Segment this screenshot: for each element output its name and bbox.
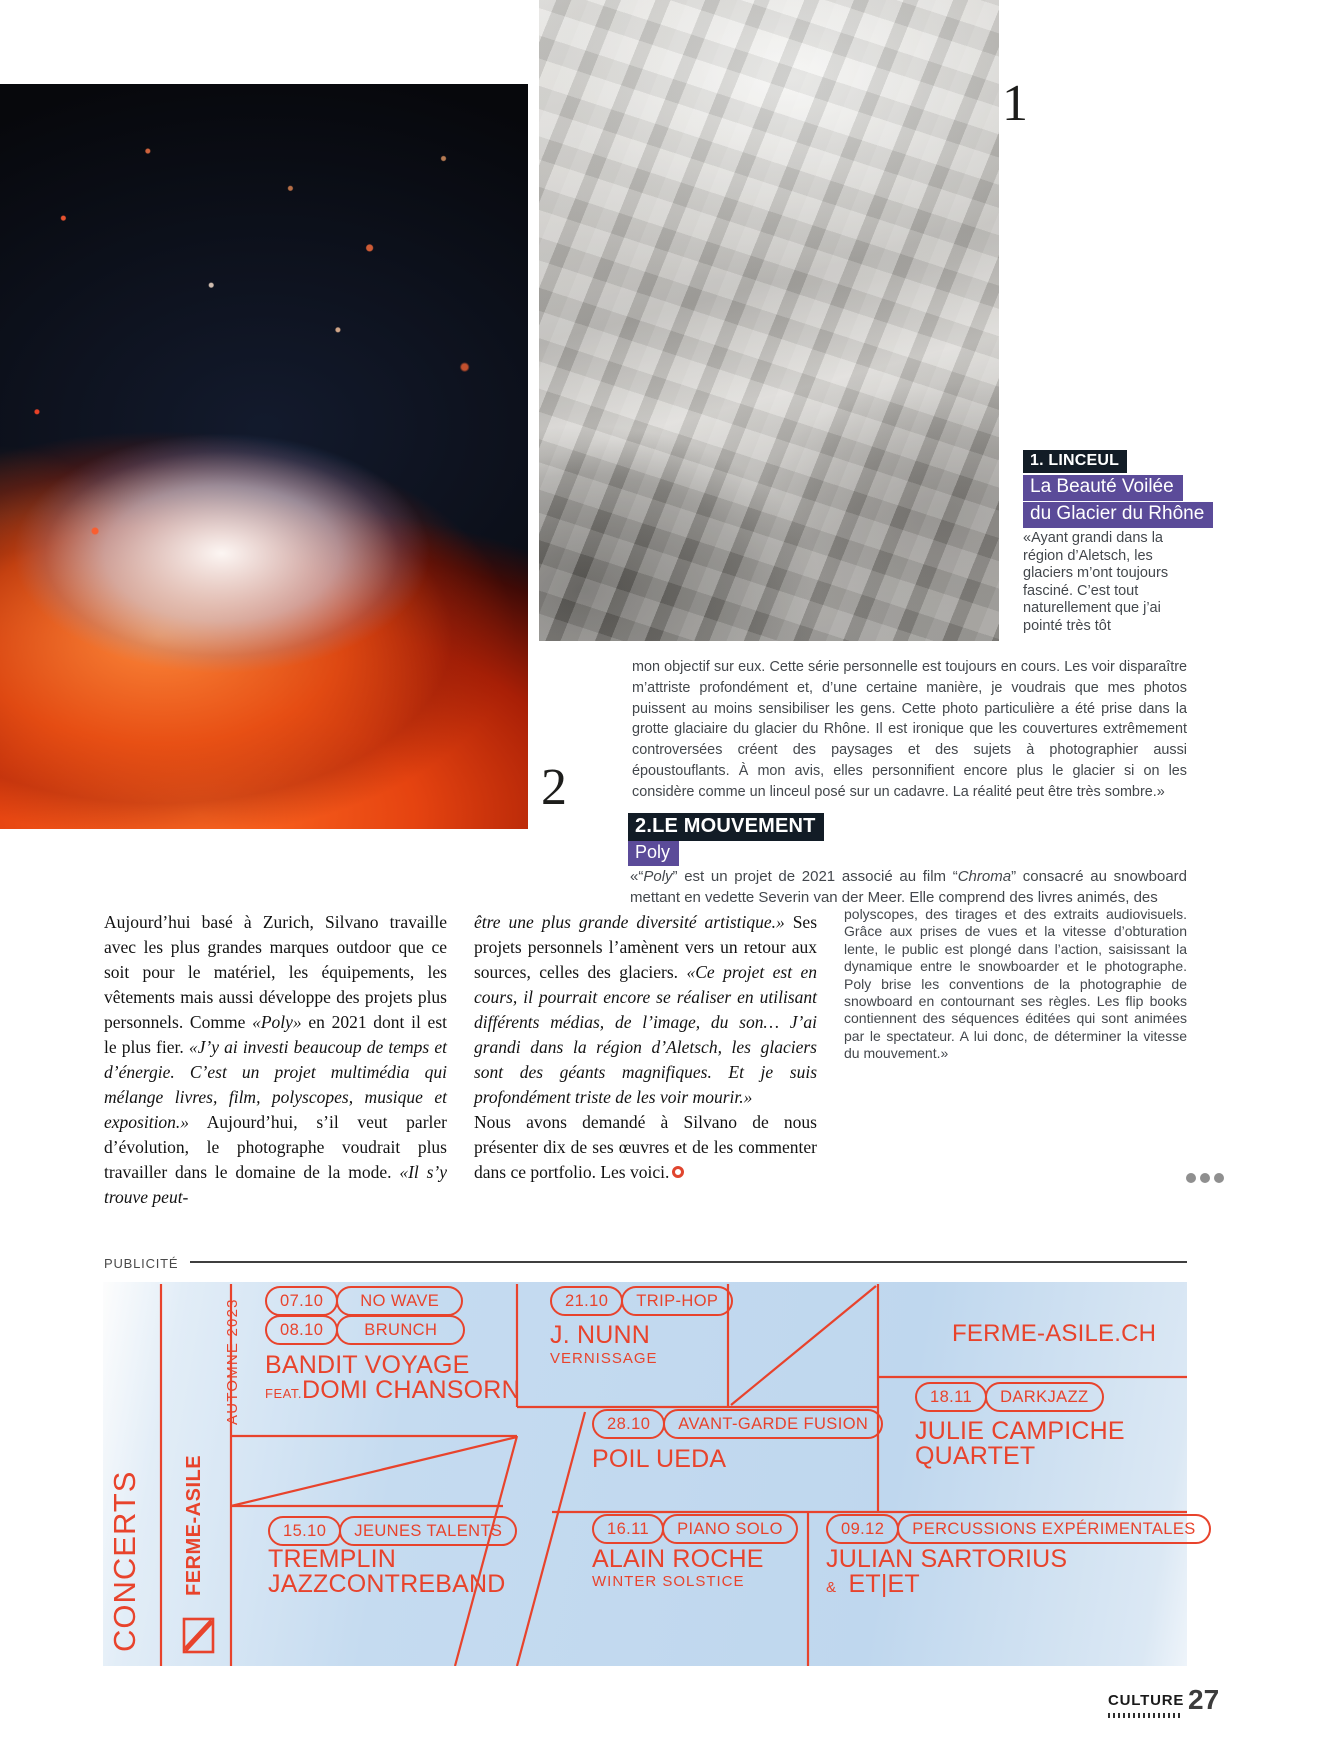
footer-page-number: 27	[1188, 1684, 1220, 1715]
body-text: Nous avons demandé à Silvano de nous présenter dix de ses œuvres et de les commenter dans ce portfolio. Les voici.	[474, 1112, 817, 1182]
body-text: Aujourd’hui basé à Zurich, Silvano travaille avec les plus grandes marques outdoor que ce soit pour le matériel, les équipements, les vêtements mais aussi développe des projets plus personnels. Comme	[104, 912, 447, 1032]
advert-rubric-vertical: CONCERTS	[107, 1470, 142, 1652]
event6-date-pill: 16.11	[592, 1514, 664, 1544]
caption2-kicker: 2.LE MOUVEMENT	[628, 813, 824, 841]
event6-tag-pill: PIANO SOLO	[662, 1514, 798, 1544]
body-paragraph-2	[474, 1110, 817, 1185]
body-text: en 2021 dont il est le plus fier.	[104, 1012, 447, 1057]
event1-featuring	[265, 1377, 520, 1403]
event7-ampersand: &	[826, 1579, 837, 1596]
event5-date-pill: 15.10	[268, 1516, 341, 1546]
event3-title: POIL UEDA	[592, 1445, 727, 1473]
body-text-italic: «Poly»	[252, 1012, 302, 1032]
event4-tag-pill: DARKJAZZ	[985, 1382, 1103, 1412]
event1-tag1-pill: NO WAVE	[336, 1286, 463, 1316]
event7-title-line2	[826, 1571, 920, 1597]
event3-date-pill: 28.10	[592, 1409, 665, 1439]
caption2-intro-seg: ” est un projet de 2021 associé au film “	[672, 868, 958, 885]
continuation-dots-icon	[1186, 1170, 1228, 1188]
footer-barcode-icon	[1108, 1713, 1182, 1718]
event2-tag-pill: TRIP-HOP	[621, 1286, 733, 1316]
caption1-title-line2: du Glacier du Rhône	[1023, 502, 1213, 528]
event1-feat-label: FEAT.	[265, 1386, 302, 1401]
event1-date-row-2	[265, 1315, 465, 1345]
event7-band: ET|ET	[848, 1570, 920, 1598]
body-text-italic: «Il s’y trouve peut-	[104, 1162, 447, 1207]
caption2-intro	[630, 867, 1187, 908]
caption2-column-text: polyscopes, des tirages et des extraits audiovisuels. Grâce aux prises de vues et la vitesse d’obturation lente, le public est plongé dans l’action, saisissant la dynamique entre le snowboarder et le photographe. Poly brise les conventions de la photographie de snowboard en contournant ses règles. Les flip books contiennent des séquences éditées qui sont animées par le spectateur. A lui donc, de déterminer la vitesse du mouvement.»	[844, 906, 1187, 1062]
covered-glacier-photo	[539, 0, 999, 641]
event1-date2-pill: 08.10	[265, 1315, 338, 1345]
event4-title-line2: QUARTET	[915, 1442, 1036, 1470]
caption1-kicker: 1. LINCEUL	[1023, 450, 1127, 473]
event6-subtitle: WINTER SOLSTICE	[592, 1573, 745, 1590]
advert-label: PUBLICITÉ	[104, 1256, 179, 1271]
event3-date-row	[592, 1409, 883, 1439]
event1-date-row-1	[265, 1286, 463, 1316]
abstract-eruption-photo	[0, 84, 528, 829]
body-column-2	[474, 910, 817, 1185]
caption1-block	[1023, 450, 1213, 528]
event4-date-pill: 18.11	[915, 1382, 987, 1412]
body-text: Ses projets personnels l’amènent vers un retour aux sources, celles des glaciers.	[474, 912, 818, 982]
event1-date1-pill: 07.10	[265, 1286, 338, 1316]
body-text-italic: «Ce projet est en cours, il pourrait encore se réaliser en utilisant différents médias, de l’image, du son… J’ai grandi dans la région d’Aletsch, les glaciers sont des géants magnifiques. Et je suis profondément triste de les voir mourir.»	[474, 962, 817, 1107]
body-text-italic: être une plus grande diversité artistique.»	[474, 912, 785, 932]
event5-tag-pill: JEUNES TALENTS	[339, 1516, 517, 1546]
advert-website: FERME-ASILE.CH	[952, 1320, 1157, 1347]
event1-tag2-pill: BRUNCH	[336, 1315, 465, 1345]
event7-date-row	[826, 1514, 1211, 1544]
figure-number-1: 1	[1002, 75, 1028, 132]
caption1-title-line1: La Beauté Voilée	[1023, 475, 1183, 501]
caption2-block	[628, 813, 824, 866]
event2-date-pill: 21.10	[550, 1286, 623, 1316]
body-column-1	[104, 910, 447, 1210]
caption2-intro-italic: Chroma	[957, 868, 1012, 885]
advert-venue-vertical: FERME-ASILE	[183, 1454, 205, 1596]
footer-section-label: CULTURE	[1108, 1692, 1185, 1709]
caption2-intro-italic: Poly	[643, 868, 673, 885]
caption2-intro-seg: ” consacré au snowboard mettant en vedette Severin van der Meer. Elle comprend des livres animés, des	[630, 868, 1187, 906]
body-text: Aujourd’hui, s’il veut parler d’évolution, le photographe voudrait plus travailler dans le domaine de la mode.	[104, 1112, 447, 1182]
event2-subtitle: VERNISSAGE	[550, 1350, 658, 1367]
footer	[1108, 1692, 1184, 1718]
figure-number-2: 2	[541, 759, 567, 816]
event2-date-row	[550, 1286, 733, 1316]
end-mark-icon	[672, 1166, 684, 1178]
event5-date-row	[268, 1516, 517, 1546]
event4-date-row	[915, 1382, 1104, 1412]
caption1-wide-text: mon objectif sur eux. Cette série personnelle est toujours en cours. Les voir disparaître m’attriste profondément et, d’une certaine manière, je voudrais que mes photos puissent au moins sensibiliser les gens. Cette photo particulière a été prise dans la grotte glaciaire du glacier du Rhône. Il est ironique que les couvertures extrêmement controversées créent des paysages et des sujets à photographier aussi époustouflants. À mon avis, elles personnifient encore plus le glacier si on les considère comme un linceul posé sur un cadavre. La réalité peut être très sombre.»	[632, 659, 1187, 800]
caption2-title: Poly	[628, 841, 679, 866]
event7-title: JULIAN SARTORIUS	[826, 1545, 1068, 1573]
event6-title: ALAIN ROCHE	[592, 1545, 764, 1573]
advert-rule	[190, 1261, 1187, 1263]
event1-feat-artist: DOMI CHANSORN	[301, 1376, 520, 1404]
event2-title: J. NUNN	[550, 1321, 651, 1349]
event7-date-pill: 09.12	[826, 1514, 899, 1544]
concert-advert	[103, 1282, 1196, 1666]
event5-title-line1: TREMPLIN	[268, 1545, 397, 1573]
advert-season-vertical: AUTOMNE 2023	[224, 1298, 241, 1425]
event6-date-row	[592, 1514, 798, 1544]
event7-tag-pill: PERCUSSIONS EXPÉRIMENTALES	[897, 1514, 1210, 1544]
body-text-italic: «J’y ai investi beaucoup de temps et d’énergie. C’est un projet multimédia qui mélange livres, film, polyscopes, musique et exposition.»	[104, 1037, 447, 1132]
event1-title: BANDIT VOYAGE	[265, 1351, 470, 1379]
caption2-intro-seg: «“	[630, 868, 644, 885]
event4-title-line1: JULIE CAMPICHE	[915, 1417, 1125, 1445]
event3-tag-pill: AVANT-GARDE FUSION	[663, 1409, 883, 1439]
caption1-side-text: «Ayant grandi dans la région d’Aletsch, les glaciers m’ont toujours fasciné. C’est tout naturellement que j’ai pointé très tôt	[1023, 530, 1169, 634]
event5-title-line2: JAZZCONTREBAND	[268, 1570, 506, 1598]
